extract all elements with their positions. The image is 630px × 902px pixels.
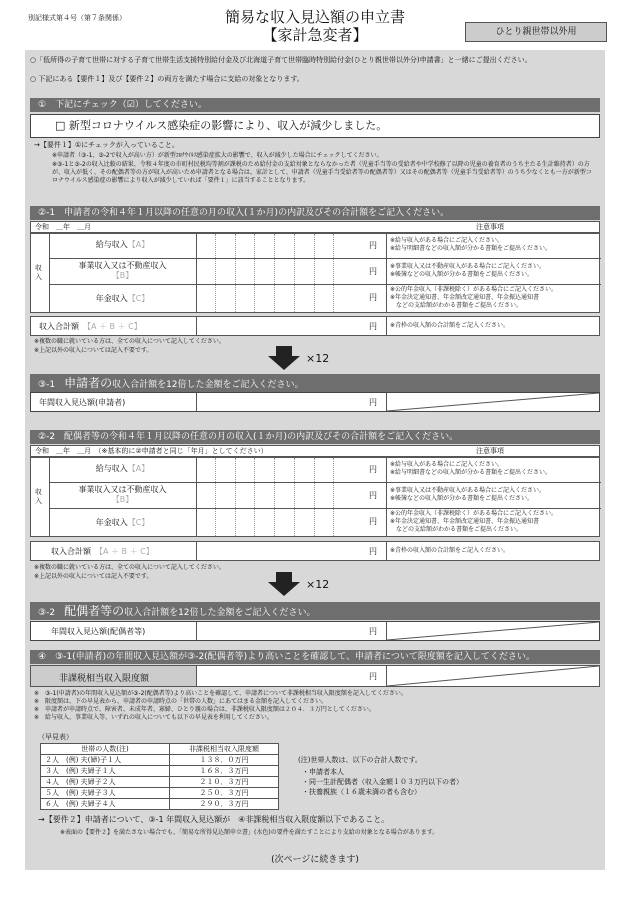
annual-income-applicant-label: 年間収入見込額(申請者) <box>39 398 126 407</box>
total-label: 収入合計額 【A ＋ B ＋ C】 <box>51 547 154 556</box>
tax-exempt-limit-label: 非課税相当収入限度額 <box>59 674 150 684</box>
yen-unit: 円 <box>369 267 377 276</box>
yen-unit: 円 <box>369 491 377 500</box>
limit-amount: １３８．０万円 <box>170 755 279 766</box>
household-note-item: ・申請者本人 <box>302 768 344 776</box>
household-size: ４人 (例) 夫婦子２人 <box>41 777 170 788</box>
total-note: ※青枠の収入額の合計額をご記入ください。 <box>390 547 510 554</box>
requirement1: →【要件１】①にチェックが入っていること。 <box>34 141 179 149</box>
covid-checkbox[interactable]: □ 新型コロナウイルス感染症の影響により、収入が減少しました。 <box>30 114 600 138</box>
intro-line2: ○ 下記にある【要件１】及び【要件２】の両方を満たす場合に支給の対象となります。 <box>30 75 304 83</box>
section4-header: ④ ③-1(申請者)の年間収入見込額が③-2(配偶者等)より高いことを確認して、申請者について限度額を記入してください。 <box>30 650 600 664</box>
quick-reference-table <box>40 743 279 810</box>
section1-note1: ※申請者（③-1、③-2で収入が高い方）が新型ｺﾛﾅｳｲﾙｽ感染症拡大の影響で、収入が減少した場合にチェックしてください。 <box>52 152 383 159</box>
income-side-label: 収入 <box>35 488 42 505</box>
annual-income-applicant-input[interactable] <box>199 394 351 410</box>
table-header: 非課税相当収入限度額 <box>170 744 279 755</box>
yen-unit: 円 <box>369 241 377 250</box>
pension-income-input[interactable] <box>199 287 351 309</box>
tax-exempt-limit-input[interactable] <box>199 667 351 685</box>
household-size: ６人 (例) 夫婦子４人 <box>41 799 170 810</box>
section4-note-1: ※ ③-1(申請者)の年間収入見込額が③-2(配偶者等)より高いことを確認して、申請者について非課税相当収入限度額を記入してください。 <box>34 690 407 697</box>
household-size: ３人 (例) 夫婦子１人 <box>41 766 170 777</box>
household-note-item: ・同一生計配偶者（収入金額１０３万円以下の者） <box>302 778 463 786</box>
continued-label: (次ページに続きます) <box>271 855 359 865</box>
table-row <box>41 777 279 788</box>
notes-header: 注意事項 <box>476 223 504 231</box>
footnote-multiple-jobs: ※複数の職に就いている方は、全ての収入について記入してください。 <box>34 564 225 571</box>
household-size: ２人 (例) 夫(婦)子１人 <box>41 755 170 766</box>
section2-2-date-row <box>30 445 600 457</box>
household-note-item: ・扶養親族（１６歳未満の者も含む） <box>302 788 421 796</box>
section1-header: ① 下記にチェック（☑）してください。 <box>30 98 600 112</box>
section3-2-row <box>30 621 600 641</box>
section2-2-header: ②-2 配偶者等の令和４年１月以降の任意の月の収入(１か月)の内訳及びその合計額をご記入ください。 <box>30 430 600 444</box>
section1-note2: ※③-1と③-2の収入比較の結果、令和４年度の市町村民税均等割が課税のため給付金の支給対象とならなかった者（児童手当等の受給者や中学校修了以降の児童の養育者のうち主たる生計維持者）の方が、収入が低く、その配偶者等の方が収入が高いため申請者となる場合は、家計として、申請者（児童手当受給者等の配偶者等）又はその配偶者等（児童手当受給者等）のうち少なくとも一方が新型コロナウイルス感染症の影響により収入が減少していれば「要件１」に該当することとなります。 <box>52 161 592 184</box>
salary-income-label: 給与収入【A】 <box>95 464 150 473</box>
yen-unit: 円 <box>369 293 377 302</box>
salary-income-note: ※給与収入がある場合にご記入ください。 ※給与明細書などの収入額が分かる書類をご提出ください。 <box>390 461 552 476</box>
section4-row <box>30 665 600 687</box>
down-arrow-icon <box>268 572 300 596</box>
section2-2-total-row <box>30 541 600 561</box>
table-row <box>41 799 279 810</box>
crossed-out-cell <box>387 622 599 640</box>
yen-unit: 円 <box>369 465 377 474</box>
total-income-input[interactable] <box>199 318 351 334</box>
yen-unit: 円 <box>369 672 377 681</box>
business-income-label: 事業収入又は不動産収入 【B】 <box>78 261 167 281</box>
section2-2-table <box>30 457 600 537</box>
section4-note-2: ※ 限度額は、下の早見表から、申請者の申請時点の「世帯の人数」にあてはまる金額を記入してください。 <box>34 698 328 705</box>
form-reference: 別記様式第４号（第７条関係） <box>28 14 126 22</box>
quick-table-caption: （早見表） <box>38 733 73 741</box>
table-header-row <box>41 744 279 755</box>
yen-unit: 円 <box>369 517 377 526</box>
multiplier-label: ×12 <box>306 578 330 591</box>
business-income-label: 事業収入又は不動産収入 【B】 <box>78 485 167 505</box>
business-income-note: ※事業収入又は不動産収入がある場合にご記入ください。 ※帳簿などの収入額が分かる書類をご提出ください。 <box>390 263 546 278</box>
crossed-out-cell <box>387 666 599 686</box>
intro-line1: ○「低所得の子育て世帯に対する子育て世帯生活支援特別給付金及び北海道子育て世帯臨時特別給付金(ひとり親世帯以外分)申請書」と一緒にご提出ください。 <box>30 56 532 64</box>
month-field[interactable]: 令和 ＿年 ＿月 （※基本的に②申請者と同じ「年月」としてください） <box>35 447 268 455</box>
page-title <box>180 8 450 44</box>
section3-1-header: ③-1 申請者の収入合計額を12倍した金額をご記入ください。 <box>30 374 600 392</box>
spouse-business-income-input[interactable] <box>199 485 351 505</box>
total-note: ※青枠の収入額の合計額をご記入ください。 <box>390 322 510 329</box>
notes-header: 注意事項 <box>476 447 504 455</box>
yen-unit: 円 <box>369 547 377 556</box>
section2-1-table <box>30 233 600 313</box>
section4-note-3: ※ 申請者が申請時点で、障害者、未成年者、寡婦、ひとり親の場合は、非課税収入限度額は２０４．３万円としてください。 <box>34 706 375 713</box>
annual-income-spouse-label: 年間収入見込額(配偶者等) <box>51 627 146 636</box>
limit-amount: ２９０．３万円 <box>170 799 279 810</box>
income-side-label: 収入 <box>35 264 42 281</box>
requirement2: →【要件２】申請者について、③-1 年間収入見込額が ④非課税相当収入限度額以下であること。 <box>38 815 390 824</box>
table-row <box>41 755 279 766</box>
pension-income-label: 年金収入【C】 <box>95 294 150 303</box>
audience-badge: ひとり親世帯以外用 <box>465 22 607 42</box>
section2-1-header: ②-1 申請者の令和４年１月以降の任意の月の収入(１か月)の内訳及びその合計額をご記入ください。 <box>30 206 600 220</box>
section3-1-row <box>30 392 600 412</box>
pension-income-note: ※公的年金収入（非課税除く）がある場合にご記入ください。 ※年金決定通知書、年金額改定通知書、年金振込通知書 などの支給額がわかる書類をご提出ください。 <box>390 510 558 533</box>
limit-amount: １６８．３万円 <box>170 766 279 777</box>
spouse-salary-income-input[interactable] <box>199 460 351 480</box>
down-arrow-icon <box>268 346 300 370</box>
household-size: ５人 (例) 夫婦子３人 <box>41 788 170 799</box>
business-income-note: ※事業収入又は不動産収入がある場合にご記入ください。 ※帳簿などの収入額が分かる書類をご提出ください。 <box>390 487 546 502</box>
table-header: 世帯の人数(注) <box>41 744 170 755</box>
multiplier-label: ×12 <box>306 352 330 365</box>
salary-income-label: 給与収入【A】 <box>95 240 150 249</box>
title-line1: 簡易な収入見込額の申立書 <box>224 8 405 26</box>
footnote-other-income: ※上記以外の収入については記入不要です。 <box>34 573 153 580</box>
total-label: 収入合計額 【A ＋ B ＋ C】 <box>39 322 142 331</box>
spouse-total-income-input[interactable] <box>199 543 351 559</box>
yen-unit: 円 <box>369 322 377 331</box>
section2-1-total-row <box>30 316 600 336</box>
household-note-title: (注)世帯人数は、以下の合計人数です。 <box>298 756 422 764</box>
footnote-multiple-jobs: ※複数の職に就いている方は、全ての収入について記入してください。 <box>34 338 225 345</box>
pension-income-note: ※公的年金収入（非課税除く）がある場合にご記入ください。 ※年金決定通知書、年金額改定通知書、年金振込通知書 などの支給額がわかる書類をご提出ください。 <box>390 286 558 309</box>
pension-income-label: 年金収入【C】 <box>95 518 150 527</box>
yen-unit: 円 <box>369 627 377 636</box>
section2-1-date-row <box>30 221 600 233</box>
spouse-pension-income-input[interactable] <box>199 511 351 533</box>
footnote-other-income: ※上記以外の収入については記入不要です。 <box>34 347 153 354</box>
title-line2: 【家計急変者】 <box>262 26 368 44</box>
table-row <box>41 766 279 777</box>
table-row <box>41 788 279 799</box>
salary-income-input[interactable] <box>199 236 351 256</box>
business-income-input[interactable] <box>199 261 351 281</box>
limit-amount: ２５０．３万円 <box>170 788 279 799</box>
month-field[interactable]: 令和 ＿年 ＿月 <box>35 223 91 231</box>
limit-amount: ２１０．３万円 <box>170 777 279 788</box>
requirement2-note: ※表面の【要件２】を満たさない場合でも、「簡易な所得見込額申立書」(水色)の要件を満たすことにより支給の対象となる場合があります。 <box>60 829 439 836</box>
crossed-out-cell <box>387 393 599 411</box>
yen-unit: 円 <box>369 398 377 407</box>
salary-income-note: ※給与収入がある場合にご記入ください。 ※給与明細書などの収入額が分かる書類をご提出ください。 <box>390 237 552 252</box>
section3-2-header: ③-2 配偶者等の収入合計額を12倍した金額をご記入ください。 <box>30 602 600 620</box>
section4-note-4: ※ 給与収入、事業収入等、いずれの収入についても以下の早見表を利用してください。 <box>34 714 273 721</box>
annual-income-spouse-input[interactable] <box>199 623 351 639</box>
